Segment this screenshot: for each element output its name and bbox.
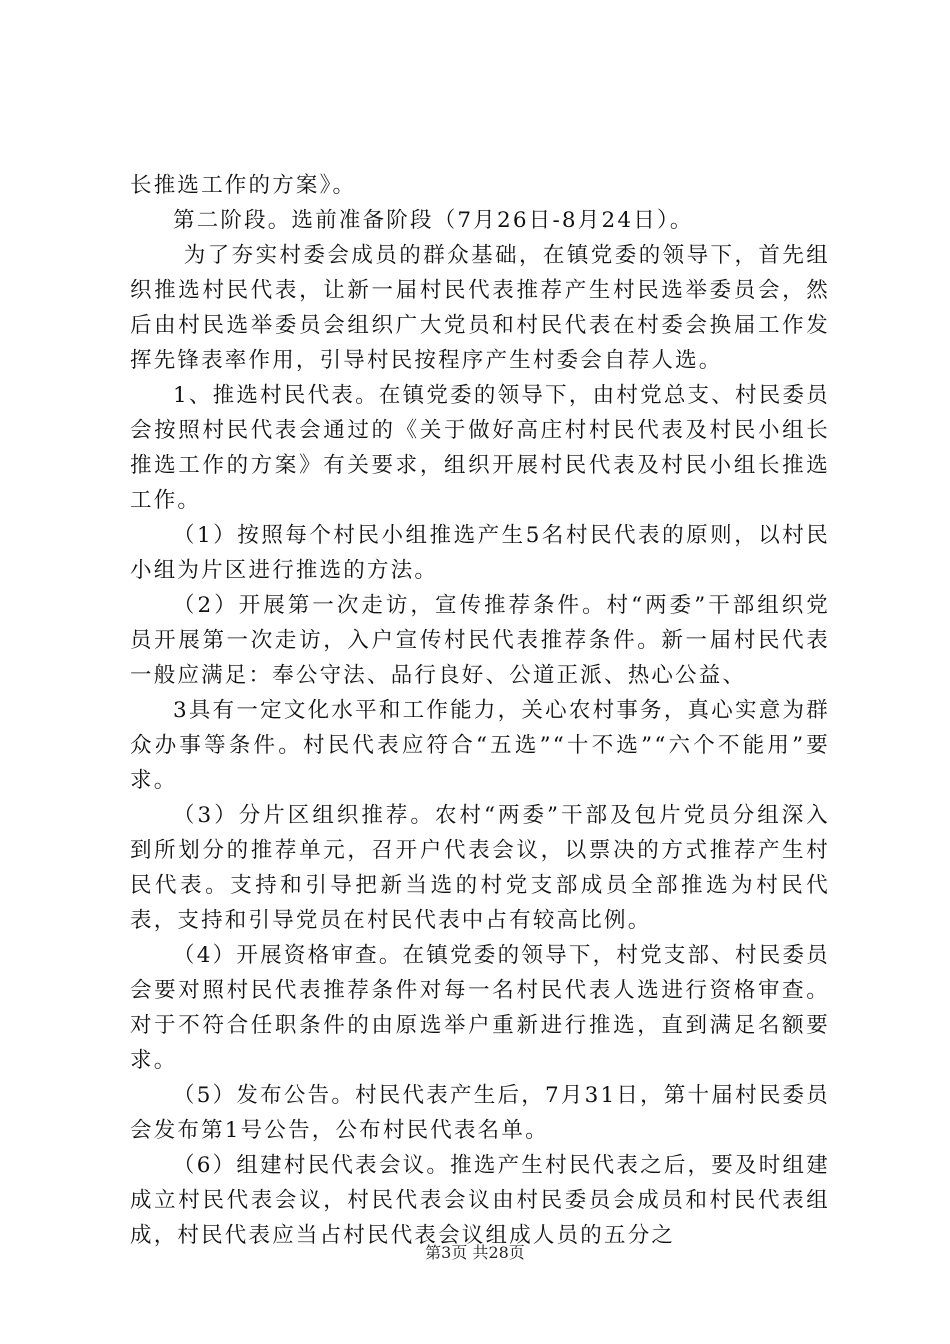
paragraph-subitem-1: （1）按照每个村民小组推选产生5名村民代表的原则，以村民小组为片区进行推选的方法。 [130,523,830,583]
paragraph-subitem-2-continued: 3具有一定文化水平和工作能力，关心农村事务，真心实意为群众办事等条件。村民代表应符合“五选”“十不选”“六个不能用”要求。 [130,698,830,793]
document-body [130,168,830,1253]
paragraph-subitem-6: （6）组建村民代表会议。推选产生村民代表之后，要及时组建成立村民代表会议，村民代表会议由村民委员会成员和村民代表组成，村民代表应当占村民代表会议组成人员的五分之 [130,1153,830,1248]
paragraph-subitem-5: （5）发布公告。村民代表产生后，7月31日，第十届村民委员会发布第1号公告，公布村民代表名单。 [130,1083,830,1143]
page-number-footer: 第3页 共28页 [425,1243,525,1262]
paragraph-stage-two-heading: 第二阶段。选前准备阶段（7月26日-8月24日）。 [173,208,694,233]
paragraph-subitem-4: （4）开展资格审查。在镇党委的领导下，村党支部、村民委员会要对照村民代表推荐条件对每一名村民代表人选进行资格审查。对于不符合任职条件的由原选举户重新进行推选，直到满足名额要求。 [130,943,830,1073]
paragraph-intro: 为了夯实村委会成员的群众基础，在镇党委的领导下，首先组织推选村民代表，让新一届村民代表推荐产生村民选举委员会，然后由村民选举委员会组织广大党员和村民代表在村委会换届工作发挥先锋表率作用，引导村民按程序产生村委会自荐人选。 [130,243,830,373]
paragraph-subitem-2: （2）开展第一次走访，宣传推荐条件。村“两委”干部组织党员开展第一次走访，入户宣传村民代表推荐条件。新一届村民代表一般应满足：奉公守法、品行良好、公道正派、热心公益、 [130,593,830,688]
paragraph-item-1: 1、推选村民代表。在镇党委的领导下，由村党总支、村民委员会按照村民代表会通过的《关于做好高庄村村民代表及村民小组长推选工作的方案》有关要求，组织开展村民代表及村民小组长推选工作。 [130,383,830,513]
paragraph-subitem-3: （3）分片区组织推荐。农村“两委”干部及包片党员分组深入到所划分的推荐单元，召开户代表会议，以票决的方式推荐产生村民代表。支持和引导把新当选的村党支部成员全部推选为村民代表，支持和引导党员在村民代表中占有较高比例。 [130,803,830,933]
paragraph-continuation: 长推选工作的方案》。 [130,173,357,198]
